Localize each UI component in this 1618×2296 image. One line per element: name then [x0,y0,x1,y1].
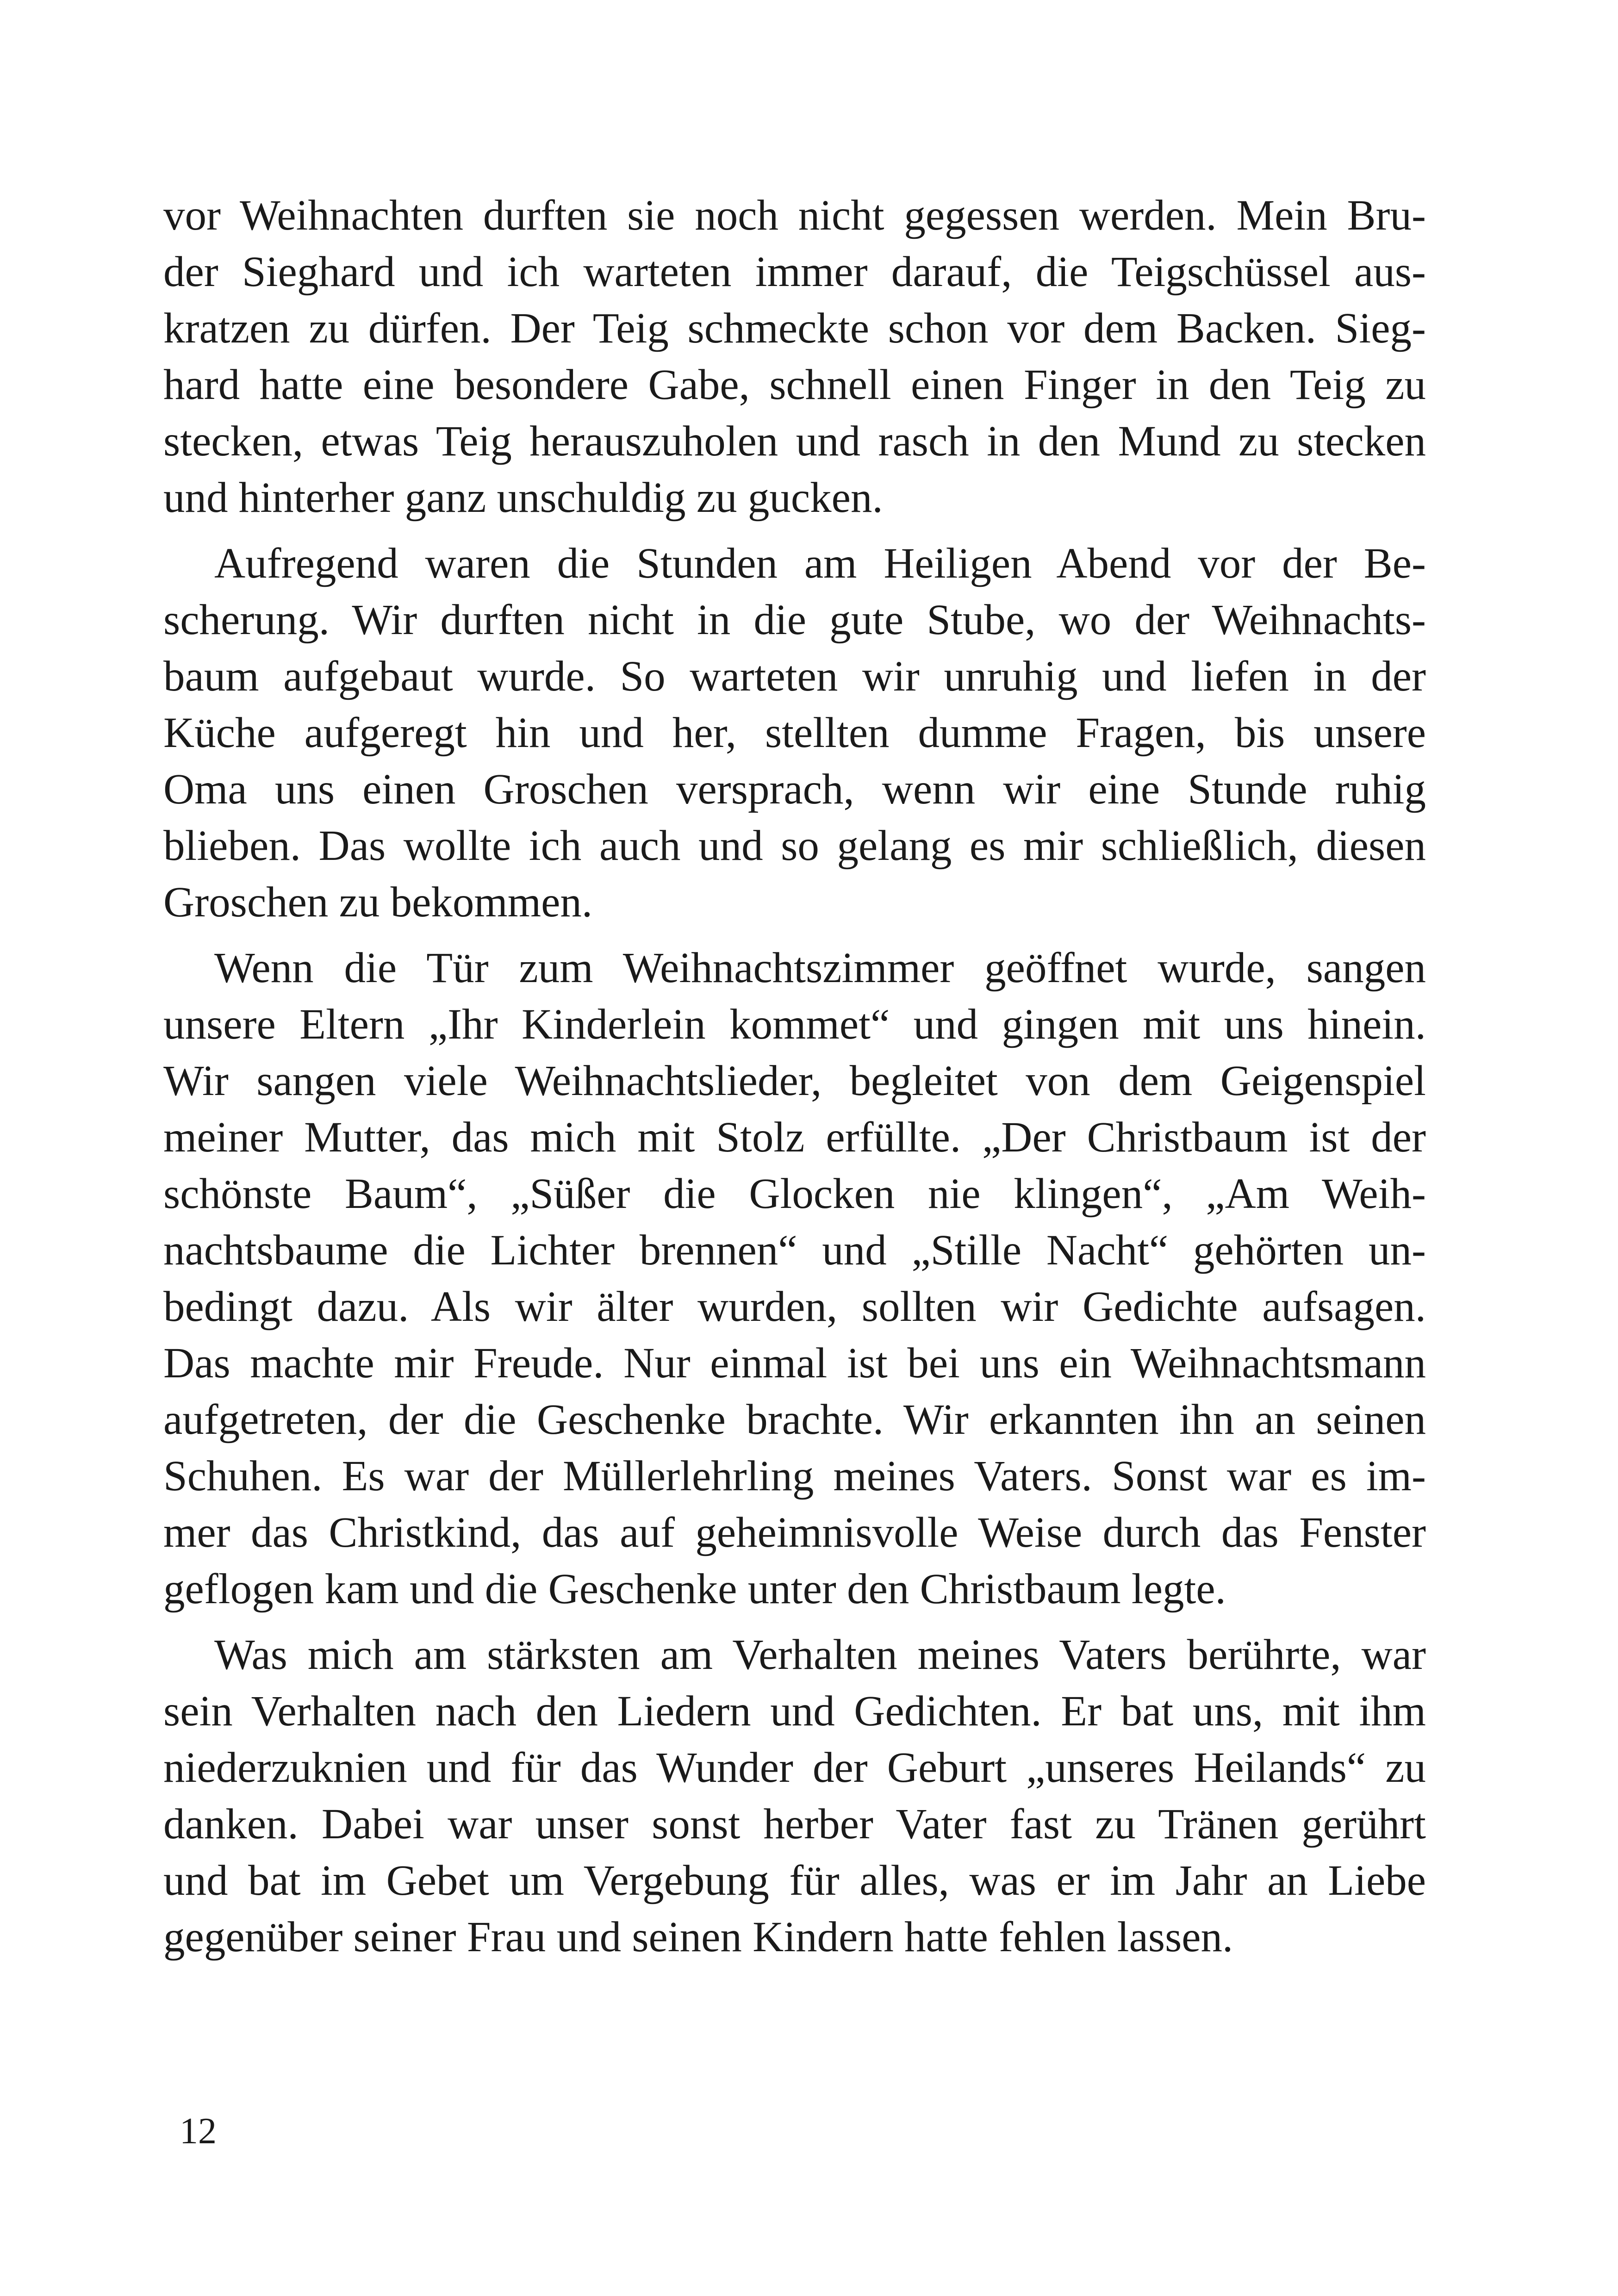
paragraph [163,1627,1426,1966]
text-line: Wir sangen viele Weihnachtslieder, begleitet von dem Geigenspiel [163,1057,1426,1105]
text-line: niederzuknien und für das Wunder der Geburt „unseres Heilands“ zu [163,1744,1426,1792]
text-line: Was mich am stärksten am Verhalten meines Vaters berührte, war [214,1631,1426,1679]
text-line: der Sieghard und ich warteten immer darauf, die Teigschüssel aus- [163,248,1426,296]
text-line: und hinterher ganz unschuldig zu gucken. [163,474,883,522]
paragraph [163,940,1426,1618]
text-line: gegenüber seiner Frau und seinen Kindern hatte fehlen lassen. [163,1913,1233,1961]
text-line: meiner Mutter, das mich mit Stolz erfüllte. „Der Christbaum ist der [163,1114,1426,1161]
text-line: Küche aufgeregt hin und her, stellten dumme Fragen, bis unsere [163,709,1426,757]
text-line: schönste Baum“, „Süßer die Glocken nie klingen“, „Am Weih- [163,1170,1426,1218]
text-line: Groschen zu bekommen. [163,878,593,926]
text-line: nachtsbaume die Lichter brennen“ und „Stille Nacht“ gehörten un- [163,1226,1426,1274]
page-number: 12 [180,2111,217,2152]
text-line: Wenn die Tür zum Weihnachtszimmer geöffnet wurde, sangen [214,944,1426,992]
text-line: vor Weihnachten durften sie noch nicht gegessen werden. Mein Bru- [163,192,1426,239]
text-line: Schuhen. Es war der Müllerlehrling meines Vaters. Sonst war es im- [163,1452,1426,1500]
text-line: Das machte mir Freude. Nur einmal ist bei uns ein Weihnachtsmann [163,1339,1426,1387]
text-line: baum aufgebaut wurde. So warteten wir unruhig und liefen in der [163,653,1426,700]
text-line: sein Verhalten nach den Liedern und Gedichten. Er bat uns, mit ihm [163,1687,1426,1735]
text-line: hard hatte eine besondere Gabe, schnell einen Finger in den Teig zu [163,361,1426,409]
text-line: kratzen zu dürfen. Der Teig schmeckte schon vor dem Backen. Sieg- [163,305,1426,352]
text-line: geflogen kam und die Geschenke unter den Christbaum legte. [163,1565,1226,1613]
text-line: und bat im Gebet um Vergebung für alles, was er im Jahr an Liebe [163,1857,1426,1904]
text-line: unsere Eltern „Ihr Kinderlein kommet“ und gingen mit uns hinein. [163,1001,1426,1048]
text-line: mer das Christkind, das auf geheimnisvolle Weise durch das Fenster [163,1509,1426,1556]
body-text [163,187,1426,1966]
text-line: Aufregend waren die Stunden am Heiligen Abend vor der Be- [214,540,1426,587]
text-line: stecken, etwas Teig herauszuholen und rasch in den Mund zu stecken [163,417,1426,465]
text-line: Oma uns einen Groschen versprach, wenn wir eine Stunde ruhig [163,765,1426,813]
text-line: danken. Dabei war unser sonst herber Vater fast zu Tränen gerührt [163,1800,1426,1848]
text-line: bedingt dazu. Als wir älter wurden, sollten wir Gedichte aufsagen. [163,1283,1426,1331]
paragraph [163,535,1426,931]
text-line: aufgetreten, der die Geschenke brachte. Wir erkannten ihn an seinen [163,1396,1426,1444]
text-line: scherung. Wir durften nicht in die gute Stube, wo der Weihnachts- [163,596,1426,644]
paragraph [163,187,1426,526]
text-line: blieben. Das wollte ich auch und so gelang es mir schließlich, diesen [163,822,1426,870]
